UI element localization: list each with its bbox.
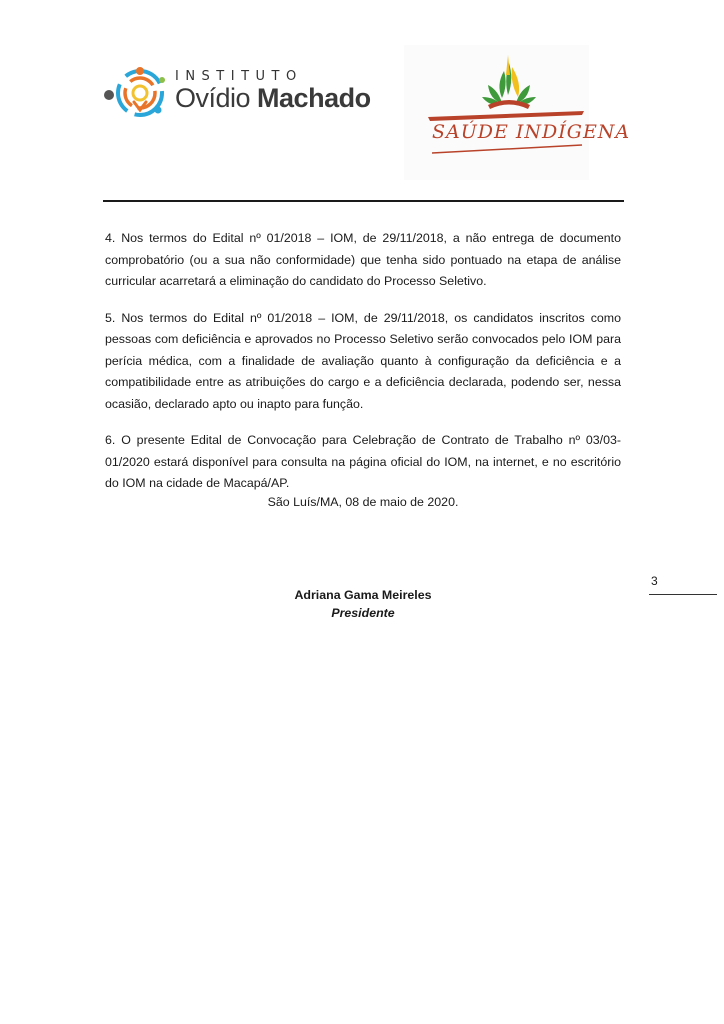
signature-block bbox=[105, 586, 621, 622]
iom-line2-bold: Machado bbox=[257, 83, 371, 113]
iom-line1: INSTITUTO bbox=[175, 69, 303, 84]
iom-wordmark bbox=[175, 70, 371, 112]
header-divider bbox=[103, 200, 624, 202]
iom-logo bbox=[100, 58, 370, 128]
iom-circle-emblem-icon bbox=[100, 58, 180, 128]
feather-headdress-icon bbox=[404, 45, 589, 180]
page-number-rule bbox=[649, 594, 717, 595]
paragraph-4: 4. Nos termos do Edital nº 01/2018 – IOM, de 29/11/2018, a não entrega de documento comprobatório (ou a sua não conformidade) que tenha sido pontuado na etapa de análise curricular acarretará a eliminação do candidato do Processo Seletivo. bbox=[105, 231, 621, 288]
page-number: 3 bbox=[651, 574, 658, 588]
saude-indigena-text: SAÚDE INDÍGENA bbox=[432, 121, 631, 143]
signer-role: Presidente bbox=[331, 606, 395, 620]
paragraph-5: 5. Nos termos do Edital nº 01/2018 – IOM, de 29/11/2018, os candidatos inscritos como pessoas com deficiência e aprovados no Processo Seletivo serão convocados pelo IOM para perícia médica, com a finalidade de avaliação quanto à configuração da deficiência e a compatibilidade entre as atribuições do cargo e a deficiência declarada, podendo ser, nessa ocasião, declarado apto ou inapto para função. bbox=[105, 310, 621, 411]
dateline: São Luís/MA, 08 de maio de 2020. bbox=[267, 495, 459, 509]
paragraph-6: 6. O presente Edital de Convocação para Celebração de Contrato de Trabalho nº 03/03-01/2020 estará disponível para consulta na página oficial do IOM, na internet, e no escritório do IOM na cidade de Macapá/AP. bbox=[105, 433, 621, 490]
iom-line2-light: Ovídio bbox=[175, 83, 258, 113]
document-body bbox=[105, 228, 621, 510]
saude-indigena-logo bbox=[404, 45, 631, 180]
signer-name: Adriana Gama Meireles bbox=[294, 588, 432, 602]
